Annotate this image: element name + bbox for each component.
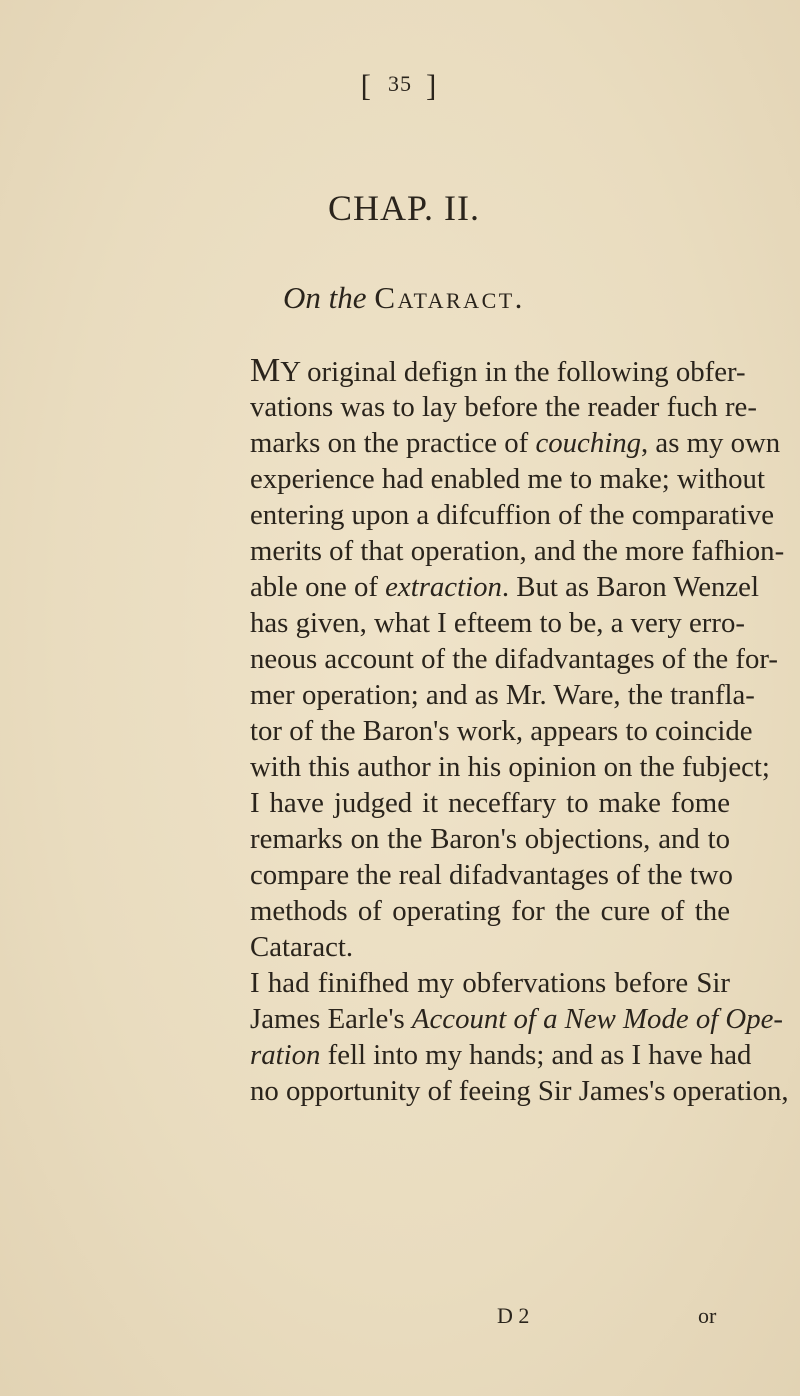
- text-line: experience had enabled me to make; without: [250, 463, 765, 495]
- page-number-close-bracket: ]: [426, 68, 440, 103]
- page-number-value: 35: [388, 71, 412, 96]
- text-line: neous account of the difadvantages of the for-: [250, 643, 778, 675]
- signature-mark: D 2: [497, 1303, 530, 1328]
- text-line: I had finifhed my obfervations before Sir: [250, 967, 730, 999]
- text-line: marks on the practice of couching, as my own: [250, 427, 781, 459]
- page-number: [0, 68, 800, 104]
- text-line: tor of the Baron's work, appears to coincide: [250, 715, 753, 747]
- text-line: vations was to lay before the reader fuch re-: [250, 391, 757, 423]
- text-line: with this author in his opinion on the fubject;: [250, 751, 770, 783]
- chapter-heading: CHAP. II.: [327, 188, 480, 228]
- text-line: able one of extraction. But as Baron Wenzel: [250, 571, 759, 603]
- italic-title: Account of a New Mode of Ope-: [411, 1003, 783, 1035]
- text-line: merits of that operation, and the more fafhion-: [250, 535, 785, 567]
- page-number-open-bracket: [: [360, 68, 374, 103]
- text-line: MY original defign in the following obfer-: [250, 352, 746, 389]
- text-line: I have judged it neceffary to make fome: [250, 787, 730, 819]
- chapter-subtitle: [0, 280, 800, 316]
- drop-cap: M: [250, 352, 281, 389]
- italic-title: ration: [250, 1039, 321, 1071]
- catchword: or: [698, 1303, 717, 1328]
- text-line: no opportunity of feeing Sir James's operation,: [250, 1075, 789, 1107]
- text-line: remarks on the Baron's objections, and to: [250, 823, 730, 855]
- text-line: has given, what I efteem to be, a very erro-: [250, 607, 745, 639]
- text-line: ration fell into my hands; and as I have had: [250, 1039, 752, 1071]
- subtitle-prefix: On the: [283, 280, 367, 315]
- subtitle-title: Cataract.: [374, 280, 525, 315]
- text-line: compare the real difadvantages of the two: [250, 859, 733, 891]
- text-line: James Earle's Account of a New Mode of Ope-: [250, 1003, 783, 1035]
- text-line: mer operation; and as Mr. Ware, the tranfla-: [250, 679, 755, 711]
- text-line: methods of operating for the cure of the: [250, 895, 730, 927]
- italic-term: couching: [535, 427, 642, 459]
- text-line: Cataract.: [250, 931, 354, 963]
- text-line: entering upon a difcuffion of the comparative: [250, 499, 775, 531]
- italic-term: extraction: [385, 571, 502, 603]
